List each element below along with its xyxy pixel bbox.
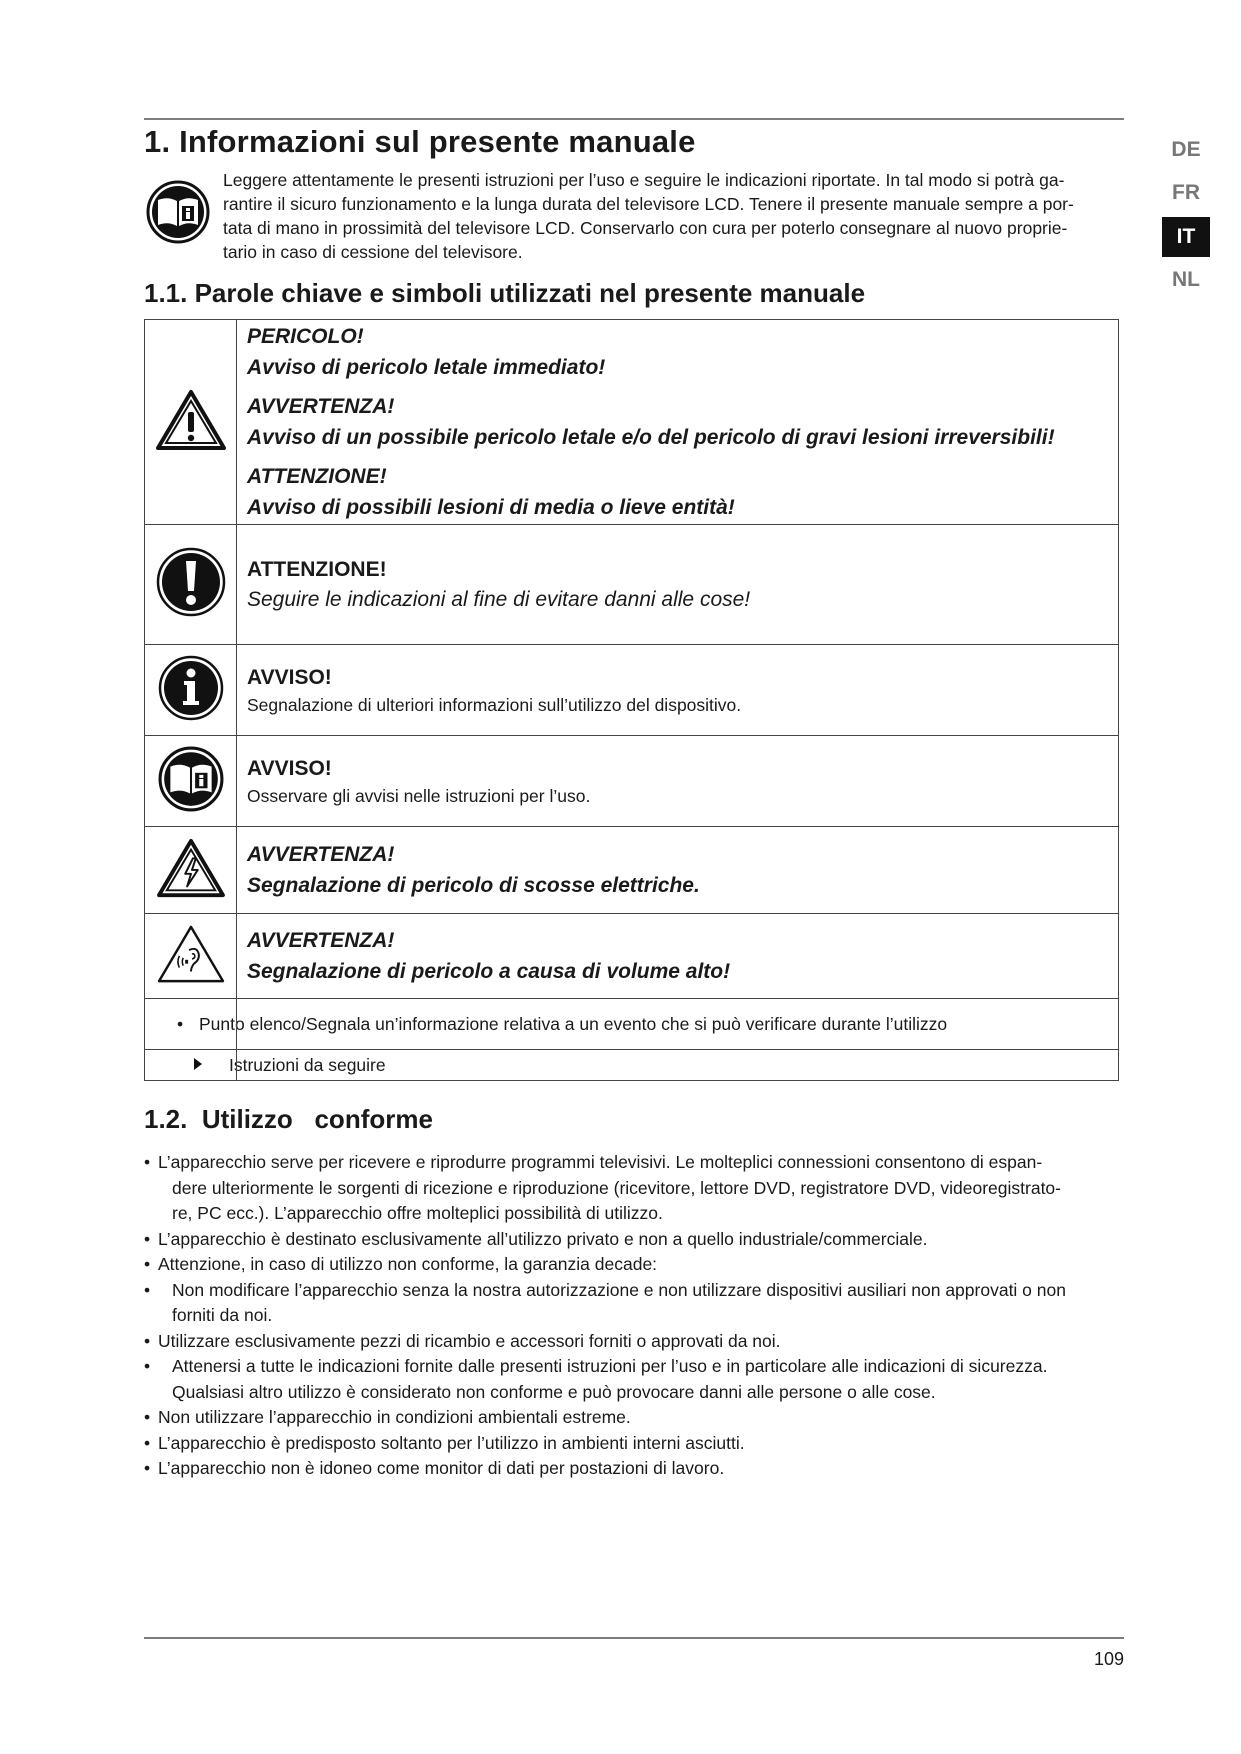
list-item: • Non modificare l’apparecchio senza la nostra autorizzazione e non utilizzare dispositivi ausiliari non approvati o non [144,1279,1066,1300]
list-item: Qualsiasi altro utilizzo è considerato non conforme e può provocare danni alle persone o alle cose. [172,1381,936,1402]
list-item: dere ulteriormente le sorgenti di ricezione e riproduzione (ricevitore, lettore DVD, registratore DVD, videoregistrato- [172,1177,1061,1198]
lang-tab-de[interactable]: DE [1171,138,1201,161]
page-number: 109 [1094,1649,1125,1669]
list-item: • L’apparecchio è destinato esclusivamente all’utilizzo privato e non a quello industriale/commerciale. [144,1228,928,1249]
table-row: • Punto elenco/Segnala un’informazione relativa a un evento che si può verificare durante l’utilizzo [145,999,1119,1050]
list-item: • L’apparecchio non è idoneo come monitor di dati per postazioni di lavoro. [144,1458,725,1478]
list-item: • L’apparecchio è predisposto soltanto per l’utilizzo in ambienti interni asciutti. [144,1432,745,1453]
warning-label: AVVERTENZA! [247,395,395,418]
section-1-2-title: 1.2. Utilizzo conforme [144,1104,433,1134]
info-icon [145,645,237,736]
arrow-right-icon [193,1053,229,1077]
bullet-symbol: • [177,1014,184,1034]
danger-label: PERICOLO! [247,325,364,348]
loud-volume-icon [145,914,237,999]
table-row: PERICOLO! Avviso di pericolo letale immediato! AVVERTENZA! Avviso di un possibile pericolo letale e/o del pericolo di gravi lesioni irreversibili! ATTENZIONE! Avviso di possibili lesioni di media o lieve entità! [145,320,1119,525]
list-item: • Attenzione, in caso di utilizzo non conforme, la garanzia decade: [144,1254,658,1274]
usage-list [144,1150,1129,1482]
table-row: AVVISO! Osservare gli avvisi nelle istruzioni per l’uso. [145,736,1119,827]
exclamation-icon [145,525,237,645]
bottom-rule [144,1637,1124,1639]
list-item: • Non utilizzare l’apparecchio in condizioni ambientali estreme. [144,1407,631,1427]
manual-book-icon [145,736,237,827]
symbols-table [144,319,1119,1081]
table-row: AVVERTENZA! Segnalazione di pericolo a causa di volume alto! [145,914,1119,999]
list-item: • Attenersi a tutte le indicazioni fornite dalle presenti istruzioni per l’uso e in particolare alle indicazioni di sicurezza. [144,1356,1048,1376]
caution-label: ATTENZIONE! [247,465,387,488]
lang-tab-nl[interactable]: NL [1172,268,1200,291]
section-1-intro: Leggere attentamente le presenti istruzioni per l’uso e seguire le indicazioni riportate. In tal modo si potrà ga- rantire il sicuro funzionamento e la lunga durata del televisore LCD. Tenere il presente manuale sempre a por- tata di mano in prossimità del televisore LCD. Conservarlo con cura per poterlo consegnare al nuovo proprie- tario in caso di cessione del televisore. [223,170,1074,262]
table-row: AVVERTENZA! Segnalazione di pericolo di scosse elettriche. [145,827,1119,914]
table-row: Istruzioni da seguire [145,1050,1119,1081]
list-item: • L’apparecchio serve per ricevere e riprodurre programmi televisivi. Le molteplici connessioni consentono di espan- [144,1152,1043,1172]
lang-tab-fr[interactable]: FR [1172,181,1200,204]
table-row: AVVISO! Segnalazione di ulteriori informazioni sull’utilizzo del dispositivo. [145,645,1119,736]
list-item: forniti da noi. [172,1305,273,1325]
list-item: re, PC ecc.). L’apparecchio offre molteplici possibilità di utilizzo. [172,1203,663,1223]
warning-triangle-icon [145,320,237,525]
lang-tab-it[interactable]: IT [1162,217,1210,257]
table-row: ATTENZIONE! Seguire le indicazioni al fine di evitare danni alle cose! [145,525,1119,645]
section-1-1-title: 1.1. Parole chiave e simboli utilizzati nel presente manuale [144,278,866,308]
list-item: • Utilizzare esclusivamente pezzi di ricambio e accessori forniti o approvati da noi. [144,1330,781,1351]
manual-info-icon [146,180,210,249]
section-1-title: 1. Informazioni sul presente manuale [144,124,696,159]
top-rule [144,118,1124,120]
electric-shock-icon [145,827,237,914]
